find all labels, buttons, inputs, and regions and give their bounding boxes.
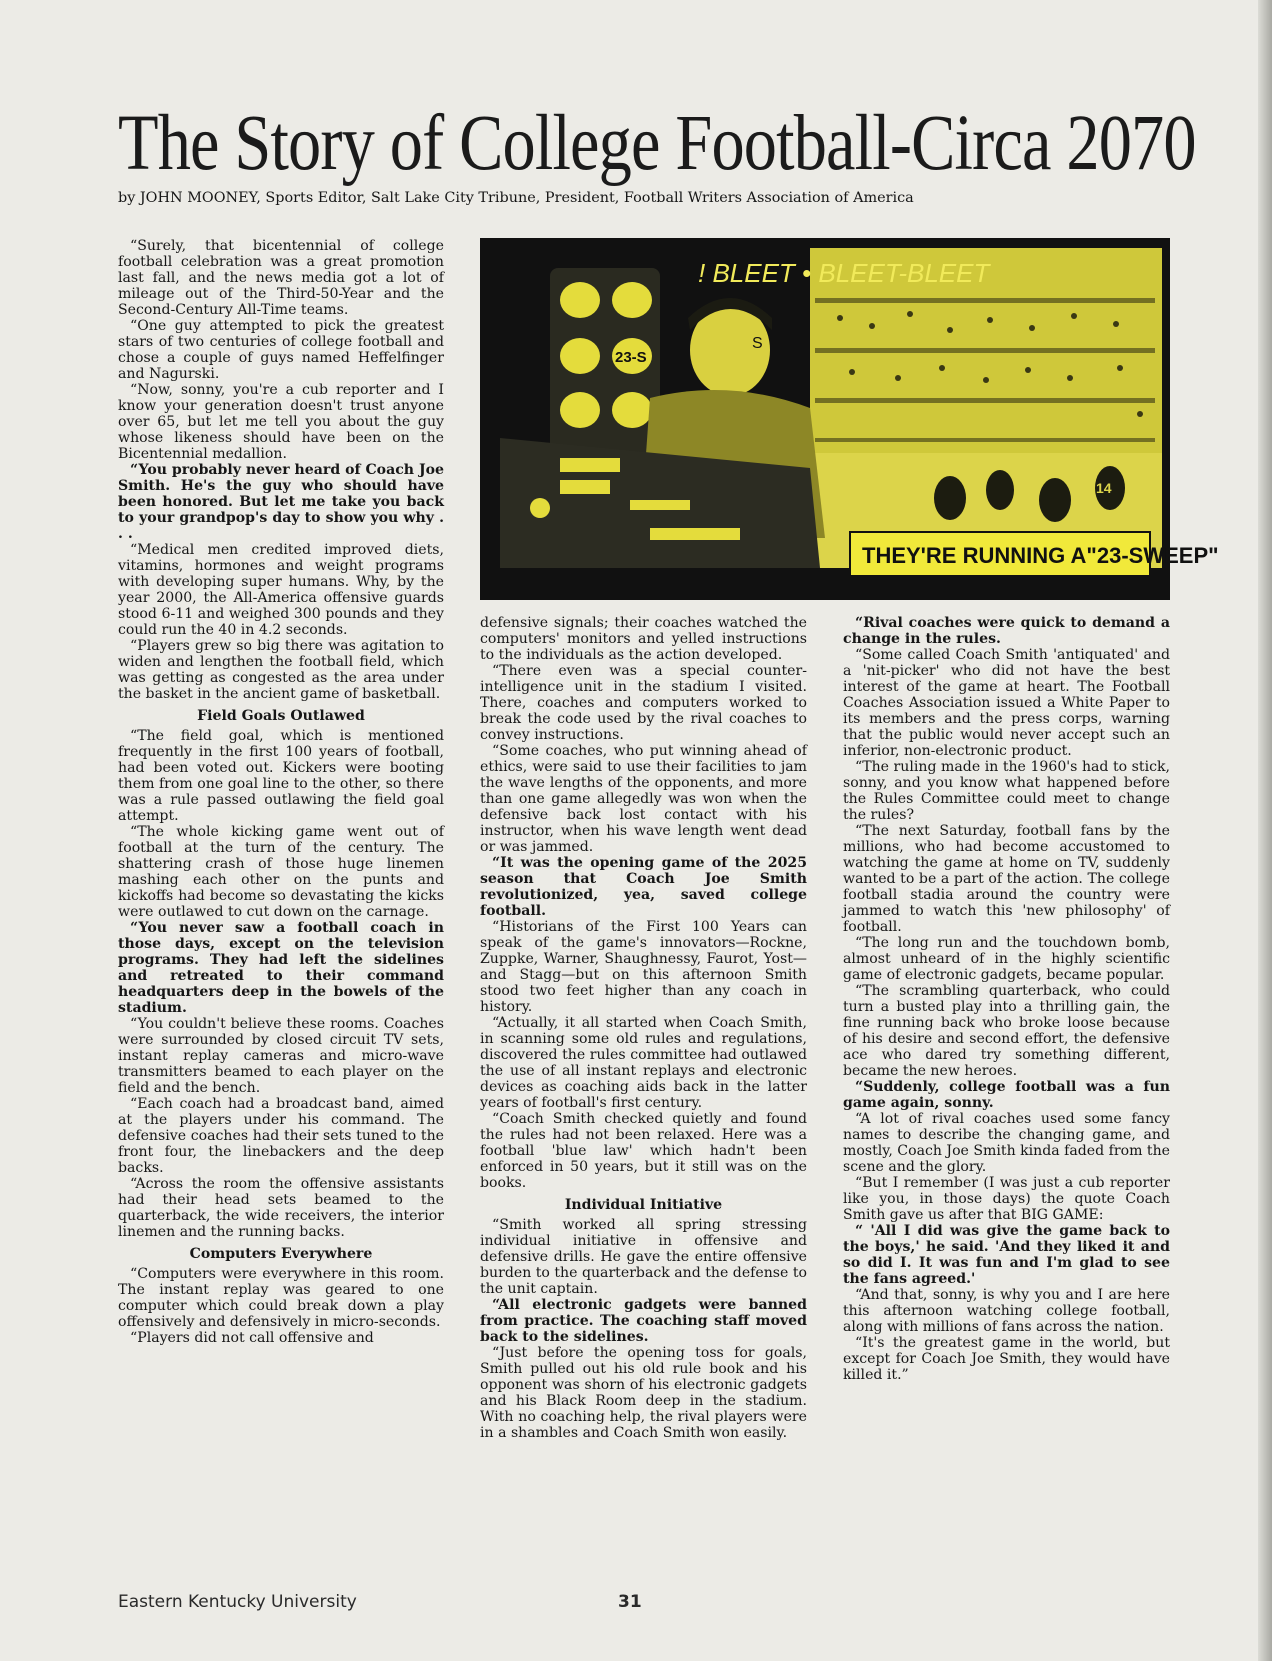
paragraph: “Historians of the First 100 Years can speak of the game's innovators—Rockne, Zuppke, Warner, Shaughnessy, Faurot, Yost—and Stagg—but on this afternoon Smith stood two feet higher than any coach in history.	[480, 919, 807, 1015]
illustration-drawing	[480, 238, 1219, 600]
paragraph: “And that, sonny, is why you and I are here this afternoon watching college football, along with millions of fans across the nation.	[843, 1287, 1170, 1335]
section-heading: Computers Everywhere	[189, 1246, 373, 1262]
paragraph: “There even was a special counter-intelligence unit in the stadium I visited. There, coaches and computers worked to break the code used by the rival coaches to convey instructions.	[480, 663, 807, 743]
paragraph: “Smith worked all spring stressing individual initiative in offensive and defensive drills. He gave the entire offensive burden to the quarterback and the defense to the unit captain.	[480, 1217, 808, 1297]
page-edge	[1258, 0, 1272, 1661]
article-illustration	[480, 238, 1219, 600]
paragraph: “The ruling made in the 1960's had to stick, sonny, and you know what happened before the Rules Committee could meet to change the rules?	[843, 759, 1170, 823]
section-heading: Individual Initiative	[564, 1197, 723, 1213]
paragraph: “It's the greatest game in the world, but except for Coach Joe Smith, they would have killed it.”	[843, 1335, 1170, 1383]
paragraph: “Medical men credited improved diets, vitamins, hormones and weight programs with developing super humans. Why, by the year 2000, the All-America offensive guards stood 6-11 and weighed 300 pounds and they could run the 40 in 4.2 seconds.	[118, 542, 444, 638]
paragraph: “Computers were everywhere in this room. The instant replay was geared to one computer which could break down a play offensively and defensively in micro-seconds.	[118, 1266, 444, 1330]
paragraph: “The field goal, which is mentioned frequently in the first 100 years of football, had been voted out. Kickers were booting them from one goal line to the other, so there was a rule passed outlawing the field goal attempt.	[118, 728, 444, 824]
paragraph: “Each coach had a broadcast band, aimed at the players under his command. The defensive coaches had their sets tuned to the front four, the linebackers and the deep backs.	[118, 1096, 444, 1176]
page-number: 31	[618, 1592, 642, 1612]
paragraph: “You never saw a football coach in those days, except on the television programs. They had left the sidelines and retreated to their command headquarters deep in the bowels of the stadium.	[118, 920, 444, 1016]
paragraph: “Coach Smith checked quietly and found the rules had not been relaxed. Here was a football 'blue law' which hadn't been enforced in 50 years, but it still was on the books.	[480, 1111, 807, 1191]
sound-effect-text: ! BLEET • BLEET-BLEET	[698, 258, 990, 288]
paragraph: “The next Saturday, football fans by the millions, who had become accustomed to watching the game at home on TV, suddenly wanted to be a part of the action. The college football stadia around the country were jammed to watch this 'new philosophy' of football.	[843, 823, 1170, 935]
paragraph: “Some called Coach Smith 'antiquated' and a 'nit-picker' who did not have the best interest of the game at heart. The Football Coaches Association issued a White Paper to its members and the press corps, warning that the public would never accept such an inferior, non-electronic product.	[843, 647, 1170, 759]
paragraph: “Across the room the offensive assistants had their head sets beamed to the quarterback, the wide receivers, the interior linemen and the running backs.	[118, 1176, 444, 1240]
paragraph: “The long run and the touchdown bomb, almost unheard of in the highly scientific game of electronic gadgets, became popular.	[843, 935, 1170, 983]
section-heading: Field Goals Outlawed	[197, 708, 365, 724]
jersey-number: 14	[1096, 480, 1112, 496]
paragraph: “Now, sonny, you're a cub reporter and I know your generation doesn't trust anyone over 65, but let me tell you about the guy whose likeness should have been on the Bicentennial medallion.	[118, 382, 444, 462]
paragraph: “You couldn't believe these rooms. Coaches were surrounded by closed circuit TV sets, instant replay cameras and micro-wave transmitters beamed to each player on the field and the bench.	[118, 1016, 444, 1096]
paragraph: “Players did not call offensive and	[130, 1330, 374, 1346]
paragraph: “ 'All I did was give the game back to the boys,' he said. 'And they liked it and so did I. It was fun and I'm glad to see the fans agreed.'	[843, 1223, 1170, 1287]
paragraph: “The scrambling quarterback, who could turn a busted play into a thrilling gain, the fine running back who broke loose because of his desire and second effort, the defensive ace who dared try something different, became the new heroes.	[843, 983, 1170, 1079]
paragraph: “But I remember (I was just a cub reporter like you, in those days) the quote Coach Smith gave us after that BIG GAME:	[843, 1175, 1170, 1223]
paragraph: “It was the opening game of the 2025 season that Coach Joe Smith revolutionized, yea, saved college football.	[480, 855, 807, 919]
paragraph: “Surely, that bicentennial of college football celebration was a great promotion last fall, and the news media got a lot of mileage out of the Third-50-Year and the Second-Century All-Time teams.	[118, 238, 444, 318]
paragraph: “You probably never heard of Coach Joe Smith. He's the guy who should have been honored. But let me take you back to your grandpop's day to show you why . . .	[118, 462, 444, 542]
paragraph: “Some coaches, who put winning ahead of ethics, were said to use their facilities to jam the wave lengths of the opponents, and more than one game allegedly was won when the defensive back lost contact with his instructor, when his wave length went dead or was jammed.	[480, 743, 807, 855]
paragraph: “Just before the opening toss for goals, Smith pulled out his old rule book and his opponent was shorn of his electronic gadgets and his Black Room deep in the stadium. With no coaching help, the rival players were in a shambles and Coach Smith won easily.	[480, 1345, 807, 1441]
paragraph: “One guy attempted to pick the greatest stars of two centuries of college football and chose a couple of guys named Heffelfinger and Nagurski.	[118, 318, 444, 382]
paragraph: “Rival coaches were quick to demand a change in the rules.	[843, 615, 1170, 647]
paragraph: “The whole kicking game went out of football at the turn of the century. The shattering crash of those huge linemen mashing each other on the punts and kickoffs had become so devastating the kicks were outlawed to cut down on the carnage.	[118, 824, 444, 920]
article-title: The Story of College Football-Circa 2070	[118, 100, 1196, 187]
article-column-1	[118, 238, 444, 1346]
article-column-2	[480, 615, 807, 1441]
paragraph: “Players grew so big there was agitation to widen and lengthen the football field, which was getting as congested as the area under the basket in the ancient game of basketball.	[118, 638, 444, 702]
paragraph: “Actually, it all started when Coach Smith, in scanning some old rules and regulations, discovered the rules committee had outlawed the use of all instant replays and electronic devices as coaching aids back in the latter years of football's first century.	[480, 1015, 807, 1111]
paragraph: defensive signals; their coaches watched the computers' monitors and yelled instructions to the individuals as the action developed.	[480, 615, 807, 663]
paragraph: “A lot of rival coaches used some fancy names to describe the changing game, and mostly, Coach Joe Smith kinda faded from the scene and the glory.	[843, 1111, 1171, 1175]
monitor-label: 23-S	[615, 349, 647, 366]
article-byline: by JOHN MOONEY, Sports Editor, Salt Lake City Tribune, President, Football Writers Association of America	[118, 190, 914, 206]
paragraph: “Suddenly, college football was a fun game again, sonny.	[843, 1079, 1170, 1111]
illustration-caption: THEY'RE RUNNING A"23-SWEEP"	[862, 543, 1219, 568]
publication-name: Eastern Kentucky University	[118, 1592, 357, 1612]
paragraph: “All electronic gadgets were banned from practice. The coaching staff moved back to the sidelines.	[480, 1297, 807, 1345]
helmet-letter: S	[752, 335, 763, 352]
article-column-3	[843, 615, 1170, 1383]
